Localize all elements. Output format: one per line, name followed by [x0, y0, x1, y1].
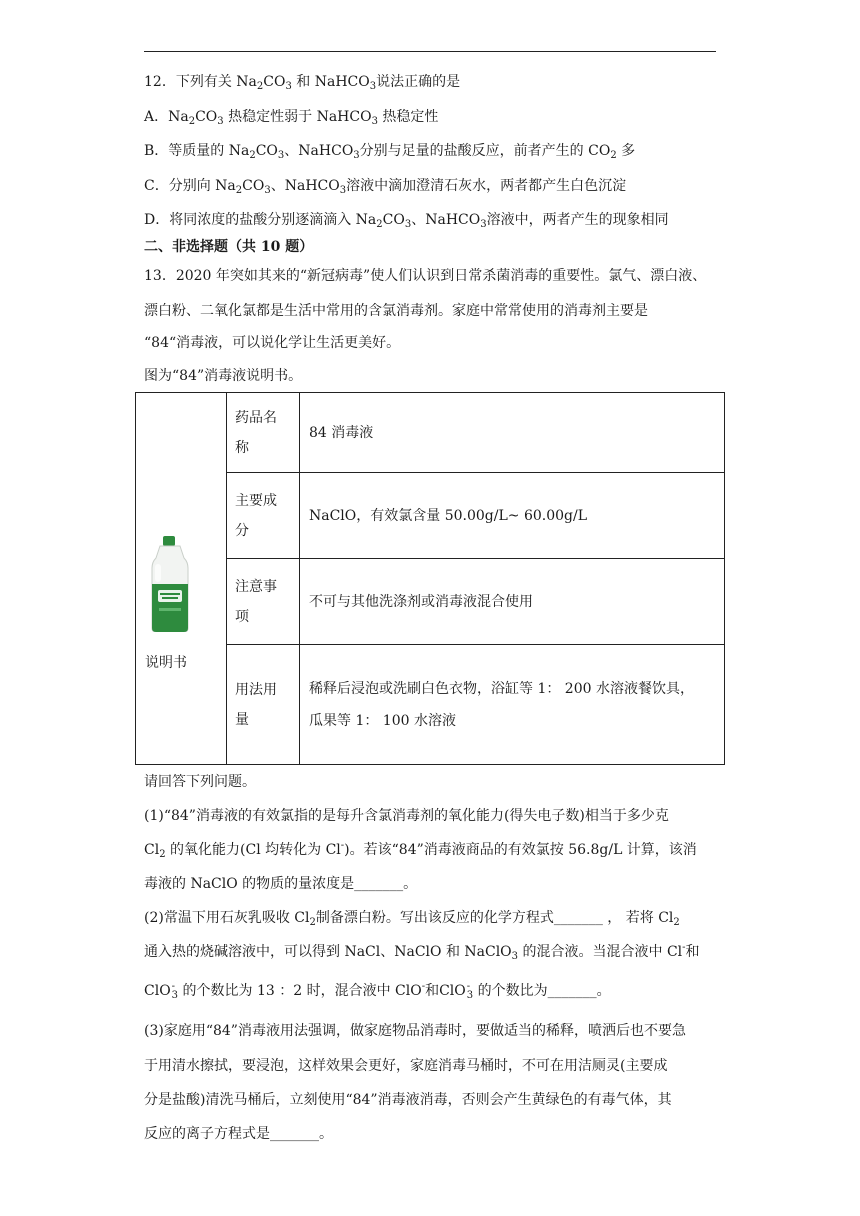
- q13-part1-line-1: (1)“84”消毒液的有效氯指的是每升含氯消毒剂的氧化能力(得失电子数)相当于多少克: [144, 808, 669, 824]
- disinfectant-bottle-icon: [150, 536, 190, 632]
- table-value-cell: 84 消毒液: [300, 393, 725, 473]
- q12-stem: 12．下列有关 $Na_2CO_3$ 和 NaHCO$_3$说法正确的是: [144, 74, 461, 92]
- q13-intro-line-3: “84“消毒液，可以说化学让生活更美好。: [144, 335, 401, 351]
- table-value-cell: 不可与其他洗涤剂或消毒液混合使用: [300, 559, 725, 645]
- table-value-cell: 稀释后浸泡或洗刷白色衣物，浴缸等 1： 200 水溶液餐饮具， 瓜果等 1： 100 水溶液: [300, 645, 725, 765]
- q13-part2-line-3: ClO - 3 的个数比为 13 ：2 时，混合液中 ClO-和ClO - 3 的个数比为_______。: [144, 981, 611, 1001]
- header-rule: [144, 51, 716, 52]
- chlorate-ion: ClO - 3: [439, 981, 474, 1001]
- q13-intro-line-4: 图为“84”消毒液说明书。: [144, 368, 303, 384]
- table-key-cell: 药品名 称: [227, 393, 300, 473]
- q12-option-d[interactable]: D．将同浓度的盐酸分别逐滴滴入 $Na_2CO_3$、NaHCO$_3$溶液中，两者产生的现象相同: [144, 212, 669, 230]
- table-key-cell: 用法用 量: [227, 645, 300, 765]
- q13-intro-line-2: 漂白粉、二氧化氯都是生活中常用的含氯消毒剂。家庭中常常使用的消毒剂主要是: [144, 303, 648, 319]
- table-row: [136, 393, 725, 473]
- q13-part3-line-1: (3)家庭用“84”消毒液用法强调，做家庭物品消毒时，要做适当的稀释，喷洒后也不要急: [144, 1023, 686, 1039]
- q12-option-b[interactable]: B．等质量的 $Na_2CO_3$、NaHCO$_3$分别与足量的盐酸反应，前者产生的 $CO_2$ 多: [144, 143, 636, 161]
- q13-part1-line-3: 毒液的 NaClO 的物质的量浓度是_______。: [144, 876, 418, 892]
- q13-part1-line-2: $Cl_2$ 的氧化能力(Cl 均转化为 Cl-)。若该“84”消毒液商品的有效氯按 56.8g/L 计算，该消: [144, 840, 697, 860]
- table-left-label: 说明书: [145, 654, 187, 671]
- section-heading: 二、非选择题（共 10 题）: [144, 239, 314, 255]
- q13-intro-line-1: 13．2020 年突如其来的“新冠病毒”使人们认识到日常杀菌消毒的重要性。氯气、漂白液、: [144, 268, 707, 284]
- instruction-table: [135, 392, 725, 765]
- q13-part2-line-2: 通入热的烧碱溶液中，可以得到 NaCl、NaClO 和 NaClO$_3$ 的混合液。当混合液中 Cl-和: [144, 942, 700, 962]
- q13-part3-line-2: 于用清水擦拭，要浸泡，这样效果会更好，家庭消毒马桶时，不可在用洁厕灵(主要成: [144, 1058, 668, 1074]
- table-key-cell: 主要成 分: [227, 473, 300, 559]
- table-value-cell: NaClO，有效氯含量 50.00g/L~ 60.00g/L: [300, 473, 725, 559]
- chlorate-ion: ClO - 3: [144, 981, 179, 1001]
- q13-part2-line-1: (2)常温下用石灰乳吸收 $Cl_2$制备漂白粉。写出该反应的化学方程式_______ ， 若将 $Cl_2$: [144, 910, 680, 928]
- q13-part3-line-4: 反应的离子方程式是_______。: [144, 1126, 333, 1142]
- q13-prompt: 请回答下列问题。: [144, 774, 256, 790]
- table-key-cell: 注意事 项: [227, 559, 300, 645]
- q12-option-a[interactable]: A．$Na_2CO_3$ 热稳定性弱于 NaHCO$_3$ 热稳定性: [144, 109, 439, 127]
- table-image-cell: [136, 393, 227, 765]
- q12-option-c[interactable]: C．分别向 $Na_2CO_3$、NaHCO$_3$溶液中滴加澄清石灰水，两者都产生白色沉淀: [144, 178, 627, 196]
- q13-part3-line-3: 分是盐酸)清洗马桶后，立刻使用“84”消毒液消毒，否则会产生黄绿色的有毒气体，其: [144, 1092, 672, 1108]
